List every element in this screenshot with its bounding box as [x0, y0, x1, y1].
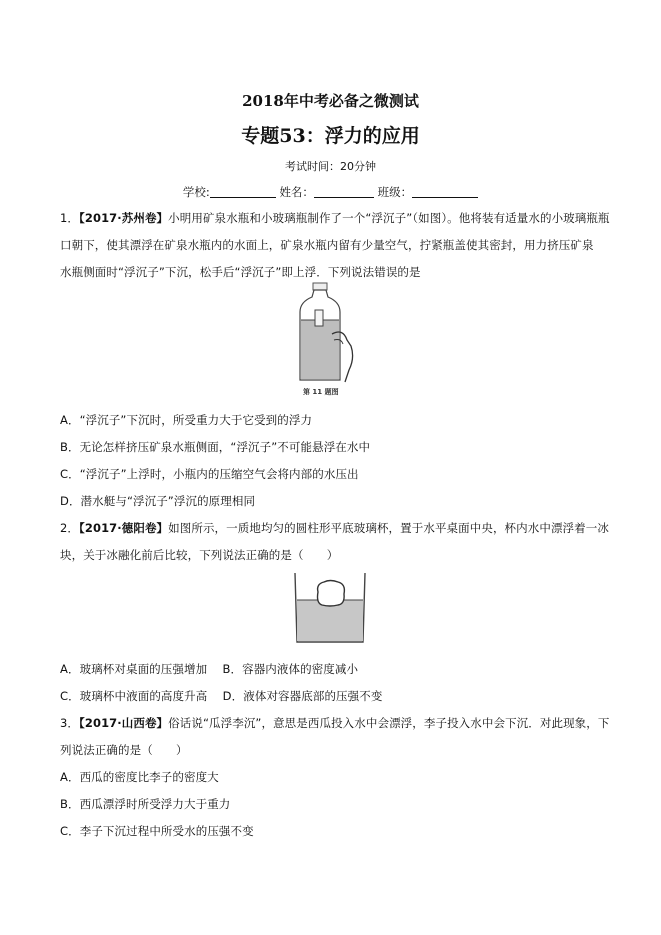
q1-source: 【2017·苏州卷】 [79, 211, 169, 225]
q3-option-b: B．西瓜漂浮时所受浮力大于重力 [60, 797, 231, 811]
topic-title: 专题53：浮力的应用 [241, 125, 420, 147]
small-vial [315, 310, 323, 326]
q2-glass-figure [292, 570, 368, 646]
school-blank [210, 185, 276, 198]
class-label: 班级： [377, 185, 413, 199]
name-blank [314, 185, 374, 198]
q1-option-d: D．潜水艇与“浮沉子”浮沉的原理相同 [60, 494, 256, 508]
q3-source: 【2017·山西卷】 [79, 716, 169, 730]
q3-number: 3． [60, 716, 80, 730]
q2-stem-line2: 块，关于冰融化前后比较，下列说法正确的是（ ） [60, 548, 339, 562]
q2-stem-line1 [60, 520, 609, 536]
q2-options-row1: A．玻璃杯对桌面的压强增加 B．容器内液体的密度减小 [60, 662, 359, 676]
q1-stem-line1 [60, 210, 610, 226]
q1-stem-text1: 小明用矿泉水瓶和小玻璃瓶制作了一个“浮沉子”（如图）。他将装有适量水的小玻璃瓶瓶 [168, 211, 610, 225]
q3-option-a: A．西瓜的密度比李子的密度大 [60, 770, 219, 784]
document-title: 2018年中考必备之微测试 [242, 92, 419, 110]
exam-time: 考试时间：20分钟 [285, 160, 376, 173]
q1-stem-line2: 口朝下，使其漂浮在矿泉水瓶内的水面上，矿泉水瓶内留有少量空气，拧紧瓶盖使其密封，用力挤压矿泉 [60, 238, 594, 252]
name-label: 姓名： [279, 185, 314, 199]
q3-stem-line1 [60, 715, 609, 731]
q2-source: 【2017·德阳卷】 [79, 521, 169, 535]
school-label: 学校: [182, 185, 210, 199]
q1-bottle-figure [285, 282, 375, 400]
q1-option-c: C．“浮沉子”上浮时，小瓶内的压缩空气会将内部的水压出 [60, 467, 359, 481]
q1-option-a: A．“浮沉子”下沉时，所受重力大于它受到的浮力 [60, 413, 313, 427]
class-blank [412, 185, 478, 198]
q1-stem-line3: 水瓶侧面时“浮沉子”下沉，松手后“浮沉子”即上浮．下列说法错误的是 [60, 265, 421, 279]
q3-stem-text1: 俗话说“瓜浮李沉”，意思是西瓜投入水中会漂浮，李子投入水中会下沉．对此现象，下 [168, 716, 610, 730]
ice-block [318, 581, 345, 607]
q1-figure-caption: 第 11 题图 [303, 388, 339, 396]
student-info-fields [0, 184, 661, 200]
q3-stem-line2: 列说法正确的是（ ） [60, 743, 188, 757]
q2-options-row2: C．玻璃杯中液面的高度升高 D．液体对容器底部的压强不变 [60, 689, 383, 703]
q2-number: 2． [60, 521, 80, 535]
bottle-water [301, 320, 339, 379]
q1-option-b: B．无论怎样挤压矿泉水瓶侧面，“浮沉子”不可能悬浮在水中 [60, 440, 371, 454]
q1-number: 1． [60, 211, 80, 225]
bottle-cap [313, 283, 327, 290]
q3-option-c: C．李子下沉过程中所受水的压强不变 [60, 824, 254, 838]
q2-stem-text1: 如图所示，一质地均匀的圆柱形平底玻璃杯，置于水平桌面中央，杯内水中漂浮着一冰 [168, 521, 609, 535]
